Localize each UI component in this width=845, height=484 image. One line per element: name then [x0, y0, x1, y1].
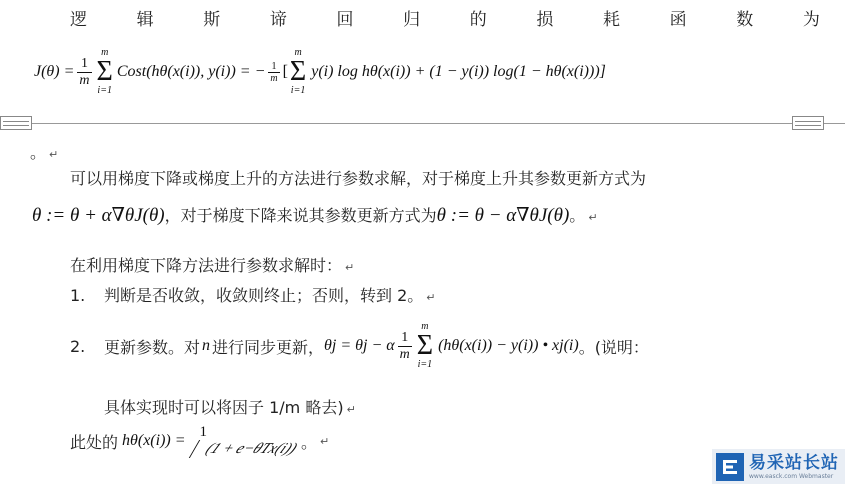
logo-subtitle: www.easck.com Webmaster — [749, 472, 834, 480]
sigmoid-fraction: 1 (1 + e−θTx(i)) — [194, 424, 295, 458]
title-char: 谛 — [269, 10, 287, 30]
step-1: 1. 判断是否收敛，收敛则终止；否则，转到 2。 ↵ — [70, 286, 436, 305]
step-1-text: 判断是否收敛，收敛则终止；否则，转到 2。 — [104, 286, 424, 305]
sigmoid-definition: 此处的 hθ(x(i)) = 1 (1 + e−θTx(i)) 。 ↵ — [70, 424, 330, 457]
title-char: 辑 — [136, 10, 154, 30]
title-char: 归 — [403, 10, 421, 30]
sigmoid-lhs: hθ(x(i)) = — [122, 432, 186, 449]
cost-body: Cost(hθ(x(i)), y(i)) = − — [116, 63, 266, 80]
site-watermark-logo — [712, 449, 845, 484]
cost-body-2: y(i) log hθ(x(i)) + (1 − y(i)) log(1 − hθ(x(i)))] — [311, 63, 606, 80]
cost-sum: m Σ i=1 — [96, 47, 113, 96]
logo-icon — [716, 453, 744, 481]
logo-name: 易采站长站 — [749, 452, 839, 473]
cost-fraction-2: $\frac{1}{m}$ — [270, 60, 278, 84]
title-char: 为 — [802, 10, 820, 30]
update-rule-body: (hθ(x(i)) − y(i)) • xj(i) — [438, 337, 579, 354]
update-rule-lhs: θj = θj − α — [324, 337, 395, 354]
cost-sum-2: m Σ i=1 — [289, 47, 307, 96]
title-char: 函 — [669, 10, 687, 30]
step-2-number: 2. — [70, 336, 86, 356]
end-mark: 。 ↵ — [30, 143, 59, 162]
title-char: 回 — [336, 10, 354, 30]
cost-fraction: $\frac{1}{m}$ — [79, 55, 90, 88]
separator-handle-right[interactable] — [792, 116, 824, 130]
ascent-rule: θ := θ + α∇θJ(θ) — [32, 205, 165, 226]
step-2-note: 具体实现时可以将因子 1/m 略去) ↵ — [104, 398, 356, 417]
title-char: 斯 — [203, 10, 221, 30]
step-2: 2. 更新参数。对 n 进行同步更新， θj = θj − α $\frac{1}{m}$ m Σ i=1 (hθ(x(i)) − y(i)) • xj(i) 。(说明： — [70, 321, 649, 370]
paragraph-gradient-ascent: 可以用梯度下降或梯度上升的方法进行参数求解，对于梯度上升其参数更新方式为 — [70, 169, 647, 188]
title-char: 数 — [736, 10, 754, 30]
title-char: 耗 — [603, 10, 620, 30]
paragraph-steps-intro: 在利用梯度下降方法进行参数求解时： ↵ — [70, 256, 355, 275]
title-char: 损 — [536, 10, 554, 30]
update-rule-sum: m Σ i=1 — [416, 321, 434, 370]
update-rule-fraction: $\frac{1}{m}$ — [399, 329, 410, 362]
descent-rule: θ := θ − α∇θJ(θ) — [436, 205, 570, 226]
separator-handle-left[interactable] — [0, 116, 32, 130]
title-char: 的 — [469, 10, 487, 30]
step-1-number: 1. — [70, 286, 86, 305]
cost-lhs: J(θ) = — [34, 63, 75, 80]
paragraph-update-rules: θ := θ + α∇θJ(θ) ，对于梯度下降来说其参数更新方式为 θ := θ − α∇θJ(θ) 。 ↵ — [32, 205, 598, 226]
page-separator — [0, 123, 845, 124]
title-char: 逻 — [70, 10, 87, 30]
title-row — [70, 5, 820, 30]
cost-formula: J(θ) = $\frac{1}{m}$ m Σ i=1 Cost(hθ(x(i)), y(i)) = − $\frac{1}{m}$ [ m Σ i=1 y(i) log hθ(x(i)) + (1 − y(i)) log(1 − hθ(x(i)))] — [34, 47, 606, 96]
